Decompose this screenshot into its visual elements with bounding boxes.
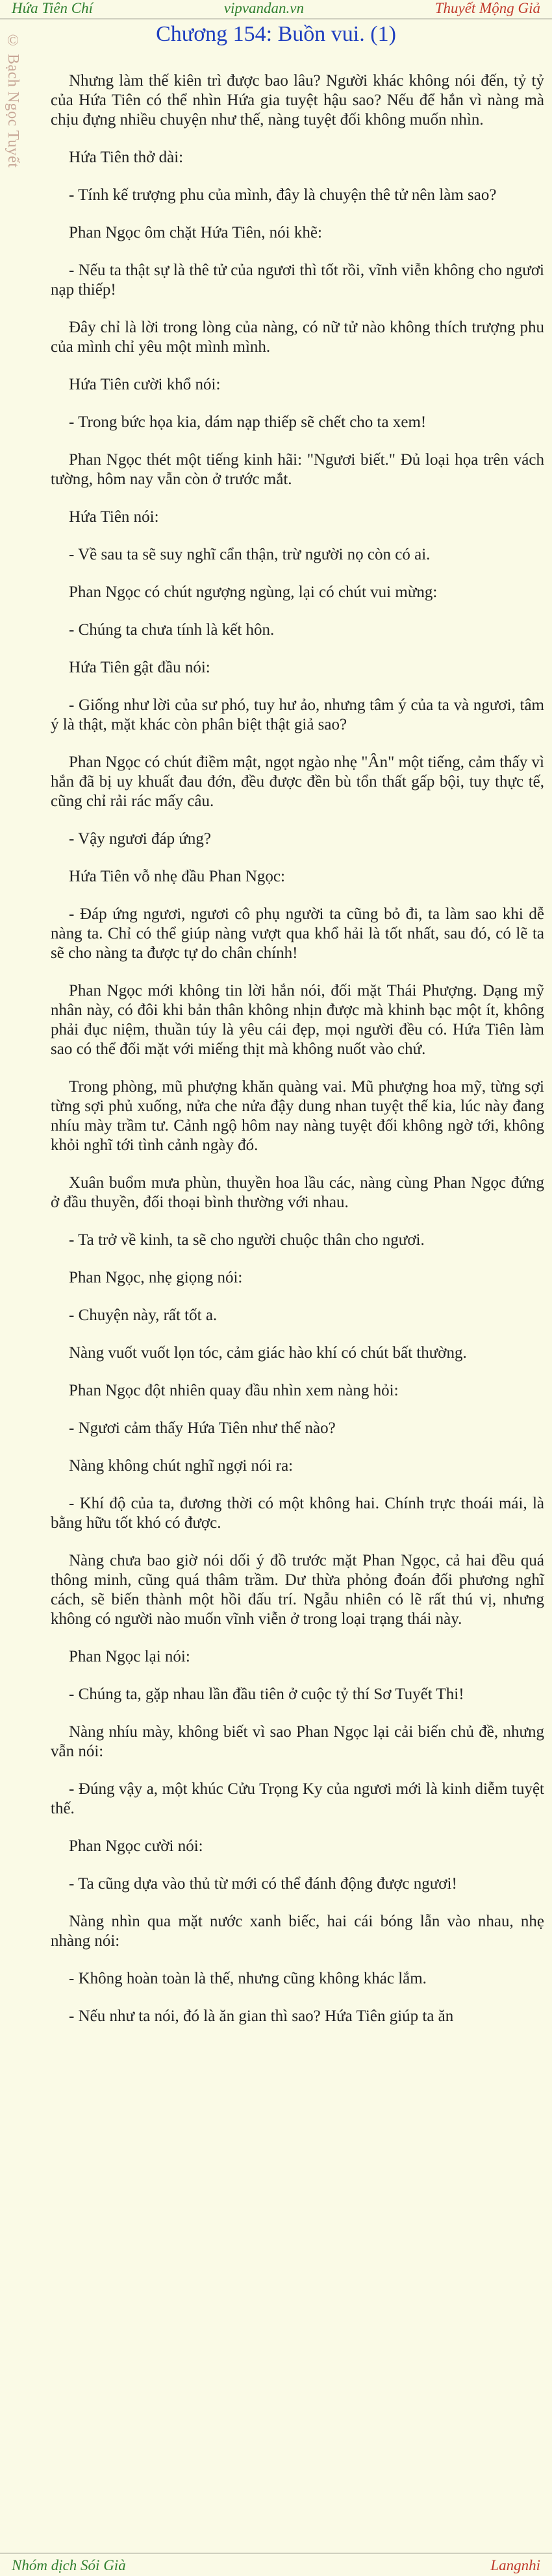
paragraph: Trong phòng, mũ phượng khăn quàng vai. Mũ phượng hoa mỹ, từng sợi từng sợi phủ xuống, nửa che nửa đậy dung nhan tuyệt thế kia, lúc này đang nhíu mày trầm tư. Cảnh ngộ hôm nay nàng tuyệt đối không ngờ tới, không khỏi nghĩ tới tình cảnh ngày đó. [51, 1078, 544, 1154]
paragraph: - Nếu như ta nói, đó là ăn gian thì sao? Hứa Tiên giúp ta ăn [69, 2007, 454, 2025]
paragraph: - Trong bức họa kia, dám nạp thiếp sẽ chết cho ta xem! [69, 413, 427, 431]
paragraph: - Đáp ứng ngươi, ngươi cô phụ người ta cũng bỏ đi, ta làm sao khi dễ nàng ta. Chỉ có thể giúp nàng vượt qua khổ hải là tốt nhất, sau đó, có lẽ ta sẽ cho nàng ta được tự do chân chính! [51, 905, 544, 962]
paragraph: Phan Ngọc có chút điềm mật, ngọt ngào nhẹ "Ân" một tiếng, cảm thấy vì hắn đã bị uy khuất đau đớn, đều được đền bù tổn thất gấp bội, tuy thực tế, cũng chỉ rải rác mấy câu. [51, 754, 544, 810]
page-header [0, 0, 552, 17]
paragraph: Phan Ngọc cười nói: [69, 1837, 203, 1855]
paragraph: - Nếu ta thật sự là thê tử của ngươi thì tốt rồi, vĩnh viễn không cho ngươi nạp thiếp! [51, 262, 544, 299]
paragraph: - Ngươi cảm thấy Hứa Tiên như thế nào? [69, 1419, 336, 1437]
paragraph: Phan Ngọc mới không tin lời hắn nói, đối mặt Thái Phượng. Dạng mỹ nhân này, có đôi khi bản thân không nhịn được mà khinh bạc một ít, không phải đục niệm, thuần túy là yêu cái đẹp, mọi người đều có. Hứa Tiên làm sao có thể đối mặt với miếng thịt mà không nuốt vào chứ. [51, 982, 544, 1058]
paragraph: Phan Ngọc ôm chặt Hứa Tiên, nói khẽ: [69, 224, 322, 241]
paragraph: - Chúng ta, gặp nhau lần đầu tiên ở cuộc tỷ thí Sơ Tuyết Thi! [69, 1686, 464, 1703]
paragraph: - Ta cũng dựa vào thủ từ mới có thể đánh động được ngươi! [69, 1875, 457, 1893]
paragraph: - Về sau ta sẽ suy nghĩ cẩn thận, trừ người nọ còn có ai. [69, 546, 431, 563]
paragraph: - Giống như lời của sư phó, tuy hư ảo, nhưng tâm ý của ta và ngươi, tâm ý là thật, mặt khác còn phân biệt thật giả sao? [51, 696, 544, 733]
paragraph: - Không hoàn toàn là thế, nhưng cũng không khác lắm. [69, 1970, 427, 1987]
paragraph: Phan Ngọc lại nói: [69, 1648, 190, 1665]
paragraph: Phan Ngọc thét một tiếng kinh hãi: "Ngươi biết." Đủ loại họa trên vách tường, hôm nay vẫn còn ở trước mắt. [51, 451, 544, 488]
footer-divider [0, 2553, 552, 2554]
paragraph: Phan Ngọc đột nhiên quay đầu nhìn xem nàng hỏi: [69, 1382, 399, 1399]
paragraph: Nàng nhíu mày, không biết vì sao Phan Ngọc lại cải biến chủ đề, nhưng vẫn nói: [51, 1723, 544, 1760]
paragraph: - Chúng ta chưa tính là kết hôn. [69, 621, 275, 639]
editor-name: Langnhi [490, 2557, 540, 2573]
paragraph: Đây chỉ là lời trong lòng của nàng, có nữ tử nào không thích trượng phu của mình chỉ yêu một mình mình. [51, 319, 544, 356]
paragraph: - Ta trở về kinh, ta sẽ cho người chuộc thân cho ngươi. [69, 1231, 425, 1249]
chapter-content [51, 71, 544, 2044]
paragraph: Xuân buổm mưa phùn, thuyền hoa lầu các, nàng cùng Phan Ngọc đứng ở đầu thuyền, đối thoại bình thường với nhau. [51, 1174, 544, 1211]
copyright-watermark: © Bạch Ngọc Tuyết [5, 32, 21, 168]
paragraph: Nhưng làm thế kiên trì được bao lâu? Người khác không nói đến, tỷ tỷ của Hứa Tiên có thể nhìn Hứa gia tuyệt hậu sao? Nếu để hắn vì nàng mà chịu đựng nhiều chuyện như thế, nàng tuyệt đối không muốn nhìn. [51, 72, 544, 129]
paragraph: - Chuyện này, rất tốt a. [69, 1306, 218, 1324]
paragraph: Nàng không chút nghĩ ngợi nói ra: [69, 1457, 294, 1475]
paragraph: Nàng chưa bao giờ nói dối ý đồ trước mặt Phan Ngọc, cả hai đều quá thông minh, cũng quá thâm trầm. Dư thừa phỏng đoán đối phương nghĩ cách, sẽ biến thành một hồi đấu trí. Ngẫu nhiên có lẽ rất thú vị, nhưng không có người nào muốn vĩnh viễn ở trong loại trạng thái này. [51, 1552, 544, 1628]
paragraph: Hứa Tiên cười khổ nói: [69, 376, 221, 393]
paragraph: Nàng nhìn qua mặt nước xanh biếc, hai cái bóng lẫn vào nhau, nhẹ nhàng nói: [51, 1913, 544, 1950]
paragraph: Hứa Tiên gật đầu nói: [69, 659, 210, 676]
series-name: Thuyết Mộng Giả [434, 0, 540, 16]
paragraph: Hứa Tiên nói: [69, 508, 159, 526]
paragraph: - Tính kế trượng phu của mình, đây là chuyện thê tử nên làm sao? [69, 186, 497, 204]
header-divider [0, 18, 552, 19]
site-name[interactable]: vipvandan.vn [223, 0, 304, 16]
paragraph: Nàng vuốt vuốt lọn tóc, cảm giác hào khí có chút bất thường. [69, 1344, 467, 1362]
novel-name: Hứa Tiên Chí [12, 0, 94, 16]
translation-group: Nhóm dịch Sói Già [12, 2557, 126, 2573]
paragraph: - Đúng vậy a, một khúc Cửu Trọng Ky của ngươi mới là kinh diễm tuyệt thế. [51, 1780, 544, 1817]
chapter-title: Chương 154: Buồn vui. (1) [156, 22, 396, 46]
paragraph: Phan Ngọc có chút ngượng ngùng, lại có chút vui mừng: [69, 583, 438, 601]
paragraph: - Khí độ của ta, đương thời có một không hai. Chính trực thoái mái, là bằng hữu tốt khó có được. [51, 1495, 544, 1532]
paragraph: Hứa Tiên vỗ nhẹ đầu Phan Ngọc: [69, 868, 285, 885]
paragraph: Phan Ngọc, nhẹ giọng nói: [69, 1269, 243, 1286]
paragraph: - Vậy ngươi đáp ứng? [69, 830, 211, 848]
page-footer [0, 2556, 552, 2575]
paragraph: Hứa Tiên thở dài: [69, 149, 184, 166]
